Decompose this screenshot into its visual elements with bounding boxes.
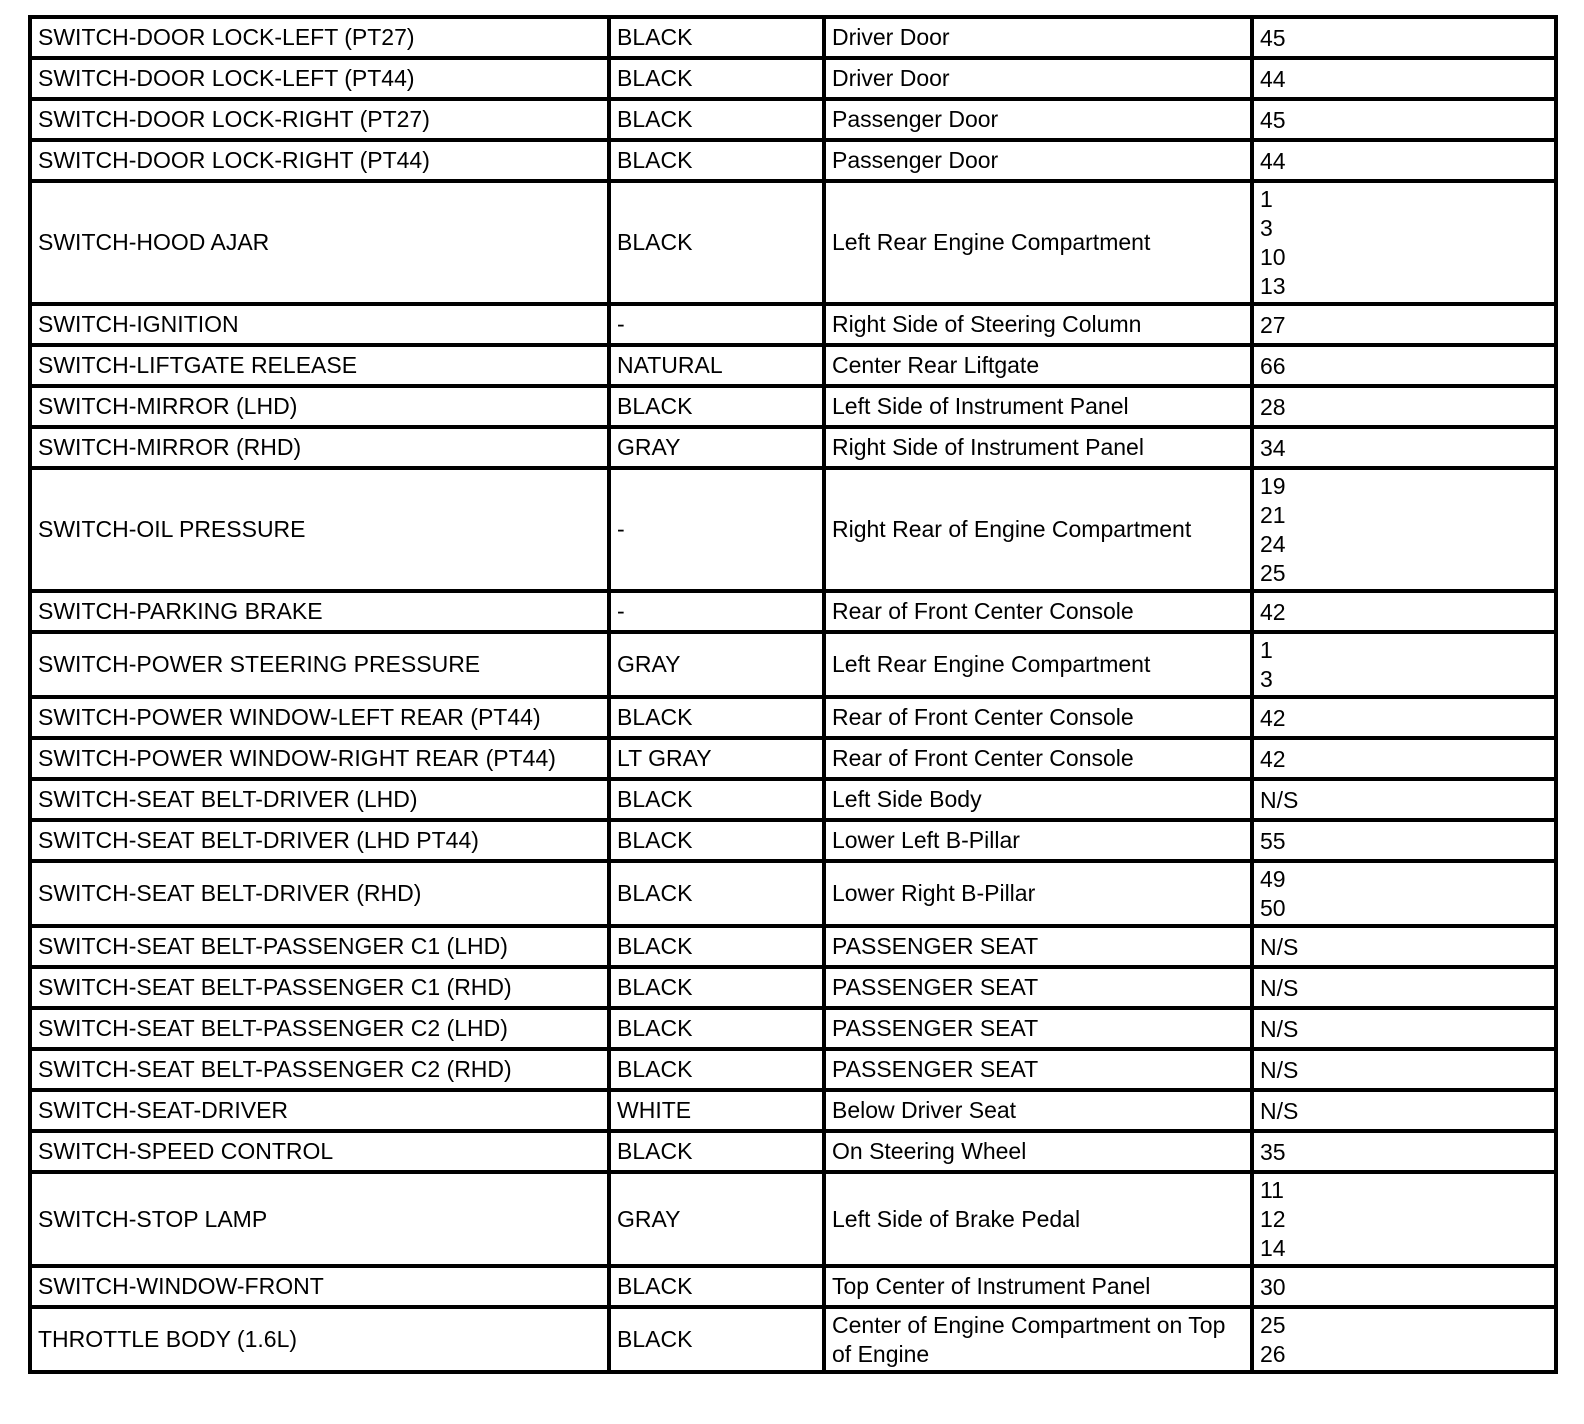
connector-location-cell: Center Rear Liftgate — [824, 345, 1252, 386]
connector-color-cell: - — [609, 591, 824, 632]
table-row — [30, 386, 1556, 427]
connector-color-cell: BLACK — [609, 697, 824, 738]
connector-name-cell: SWITCH-SEAT BELT-PASSENGER C2 (RHD) — [30, 1049, 609, 1090]
page-number: 3 — [1260, 215, 1273, 241]
connector-page-cell — [1252, 1266, 1556, 1307]
page-number: 24 — [1260, 531, 1286, 557]
page-number: 30 — [1260, 1273, 1286, 1300]
connector-page-cell — [1252, 1307, 1556, 1372]
page-number: 28 — [1260, 393, 1286, 420]
connector-name-cell: SWITCH-POWER WINDOW-LEFT REAR (PT44) — [30, 697, 609, 738]
page-number: 42 — [1260, 704, 1286, 731]
connector-color-cell: LT GRAY — [609, 738, 824, 779]
connector-color-cell: BLACK — [609, 140, 824, 181]
connector-color-cell: WHITE — [609, 1090, 824, 1131]
connector-page-cell — [1252, 861, 1556, 926]
connector-page-cell — [1252, 697, 1556, 738]
connector-location-cell: Center of Engine Compartment on Top of Engine — [824, 1307, 1252, 1372]
connector-color-cell: NATURAL — [609, 345, 824, 386]
table-row — [30, 99, 1556, 140]
connector-color-cell: GRAY — [609, 1172, 824, 1266]
table-row — [30, 17, 1556, 58]
connector-name-cell: THROTTLE BODY (1.6L) — [30, 1307, 609, 1372]
connector-color-cell: BLACK — [609, 1008, 824, 1049]
connector-location-cell: On Steering Wheel — [824, 1131, 1252, 1172]
connector-color-cell: BLACK — [609, 1131, 824, 1172]
connector-name-cell: SWITCH-LIFTGATE RELEASE — [30, 345, 609, 386]
connector-page-cell — [1252, 779, 1556, 820]
page-number: 35 — [1260, 1138, 1286, 1165]
connector-location-cell: Right Side of Instrument Panel — [824, 427, 1252, 468]
page-number: 19 — [1260, 473, 1286, 499]
connector-page-cell — [1252, 468, 1556, 591]
table-row — [30, 1172, 1556, 1266]
page-number: 12 — [1260, 1206, 1286, 1232]
connector-name-cell: SWITCH-DOOR LOCK-LEFT (PT27) — [30, 17, 609, 58]
page-number: 14 — [1260, 1235, 1286, 1261]
connector-name-cell: SWITCH-SEAT BELT-DRIVER (LHD) — [30, 779, 609, 820]
connector-location-cell: Passenger Door — [824, 140, 1252, 181]
connector-location-cell: Rear of Front Center Console — [824, 591, 1252, 632]
page-number: N/S — [1260, 786, 1299, 813]
connector-page-cell — [1252, 1172, 1556, 1266]
connector-color-cell: BLACK — [609, 820, 824, 861]
page-number: 26 — [1260, 1341, 1286, 1367]
connector-page-cell — [1252, 181, 1556, 304]
connector-name-cell: SWITCH-IGNITION — [30, 304, 609, 345]
connector-page-cell — [1252, 591, 1556, 632]
page-number: N/S — [1260, 1056, 1299, 1083]
table-row — [30, 779, 1556, 820]
table-row — [30, 304, 1556, 345]
connector-location-cell: Rear of Front Center Console — [824, 697, 1252, 738]
connector-location-cell: PASSENGER SEAT — [824, 967, 1252, 1008]
table-row — [30, 1307, 1556, 1372]
connector-location-cell: Right Rear of Engine Compartment — [824, 468, 1252, 591]
connector-name-cell: SWITCH-OIL PRESSURE — [30, 468, 609, 591]
connector-location-table — [28, 15, 1558, 1374]
page-number: N/S — [1260, 933, 1299, 960]
connector-location-cell: Rear of Front Center Console — [824, 738, 1252, 779]
connector-name-cell: SWITCH-WINDOW-FRONT — [30, 1266, 609, 1307]
connector-location-cell: Lower Left B-Pillar — [824, 820, 1252, 861]
connector-color-cell: BLACK — [609, 926, 824, 967]
connector-color-cell: BLACK — [609, 17, 824, 58]
connector-page-cell — [1252, 58, 1556, 99]
table-row — [30, 861, 1556, 926]
page-number: 1 — [1260, 637, 1273, 663]
page-number: 45 — [1260, 106, 1286, 133]
connector-page-cell — [1252, 738, 1556, 779]
page-number: N/S — [1260, 1015, 1299, 1042]
connector-page-cell — [1252, 926, 1556, 967]
connector-location-cell: Passenger Door — [824, 99, 1252, 140]
table-body — [30, 17, 1556, 1372]
table-row — [30, 345, 1556, 386]
connector-color-cell: BLACK — [609, 779, 824, 820]
page-number: 45 — [1260, 24, 1286, 51]
connector-page-cell — [1252, 345, 1556, 386]
connector-page-cell — [1252, 1131, 1556, 1172]
table-row — [30, 427, 1556, 468]
connector-location-cell: Left Rear Engine Compartment — [824, 181, 1252, 304]
connector-color-cell: BLACK — [609, 58, 824, 99]
page-number: N/S — [1260, 974, 1299, 1001]
connector-page-cell — [1252, 1049, 1556, 1090]
connector-location-cell: PASSENGER SEAT — [824, 1049, 1252, 1090]
connector-color-cell: BLACK — [609, 99, 824, 140]
connector-color-cell: BLACK — [609, 1266, 824, 1307]
table-row — [30, 181, 1556, 304]
connector-location-cell: Driver Door — [824, 17, 1252, 58]
connector-name-cell: SWITCH-SEAT BELT-DRIVER (RHD) — [30, 861, 609, 926]
table-row — [30, 1266, 1556, 1307]
page-number: 27 — [1260, 311, 1286, 338]
connector-location-cell: Driver Door — [824, 58, 1252, 99]
connector-location-cell: Left Side Body — [824, 779, 1252, 820]
table-row — [30, 58, 1556, 99]
connector-page-cell — [1252, 820, 1556, 861]
table-row — [30, 468, 1556, 591]
connector-color-cell: BLACK — [609, 1307, 824, 1372]
connector-page-cell — [1252, 140, 1556, 181]
connector-page-cell — [1252, 427, 1556, 468]
connector-location-cell: Left Rear Engine Compartment — [824, 632, 1252, 697]
connector-name-cell: SWITCH-SEAT BELT-DRIVER (LHD PT44) — [30, 820, 609, 861]
page-number: 44 — [1260, 147, 1286, 174]
connector-page-cell — [1252, 1090, 1556, 1131]
connector-color-cell: - — [609, 468, 824, 591]
connector-color-cell: BLACK — [609, 1049, 824, 1090]
connector-page-cell — [1252, 304, 1556, 345]
connector-location-cell: PASSENGER SEAT — [824, 1008, 1252, 1049]
table-row — [30, 926, 1556, 967]
connector-location-cell: Top Center of Instrument Panel — [824, 1266, 1252, 1307]
connector-color-cell: BLACK — [609, 967, 824, 1008]
table-row — [30, 140, 1556, 181]
table-row — [30, 967, 1556, 1008]
page-number: 49 — [1260, 866, 1286, 892]
connector-name-cell: SWITCH-MIRROR (LHD) — [30, 386, 609, 427]
connector-page-cell — [1252, 1008, 1556, 1049]
page-number: 10 — [1260, 244, 1286, 270]
connector-page-cell — [1252, 967, 1556, 1008]
page-number: 42 — [1260, 745, 1286, 772]
connector-color-cell: BLACK — [609, 181, 824, 304]
table-row — [30, 1131, 1556, 1172]
table-row — [30, 632, 1556, 697]
page-number: 42 — [1260, 598, 1286, 625]
page-number: 50 — [1260, 895, 1286, 921]
connector-name-cell: SWITCH-SEAT BELT-PASSENGER C1 (LHD) — [30, 926, 609, 967]
connector-name-cell: SWITCH-STOP LAMP — [30, 1172, 609, 1266]
page-number: 66 — [1260, 352, 1286, 379]
connector-name-cell: SWITCH-DOOR LOCK-LEFT (PT44) — [30, 58, 609, 99]
page-number: 25 — [1260, 1312, 1286, 1338]
connector-location-cell: Below Driver Seat — [824, 1090, 1252, 1131]
table-row — [30, 820, 1556, 861]
connector-location-cell: Lower Right B-Pillar — [824, 861, 1252, 926]
connector-page-cell — [1252, 386, 1556, 427]
connector-location-cell: Left Side of Brake Pedal — [824, 1172, 1252, 1266]
connector-color-cell: GRAY — [609, 427, 824, 468]
page-number: 25 — [1260, 560, 1286, 586]
connector-location-cell: Right Side of Steering Column — [824, 304, 1252, 345]
connector-color-cell: BLACK — [609, 861, 824, 926]
connector-location-cell: Left Side of Instrument Panel — [824, 386, 1252, 427]
connector-name-cell: SWITCH-POWER STEERING PRESSURE — [30, 632, 609, 697]
connector-color-cell: GRAY — [609, 632, 824, 697]
connector-name-cell: SWITCH-POWER WINDOW-RIGHT REAR (PT44) — [30, 738, 609, 779]
page-number: 1 — [1260, 186, 1273, 212]
table-row — [30, 1049, 1556, 1090]
connector-page-cell — [1252, 17, 1556, 58]
page-number: 11 — [1260, 1177, 1284, 1203]
table-row — [30, 738, 1556, 779]
connector-name-cell: SWITCH-PARKING BRAKE — [30, 591, 609, 632]
page-number: N/S — [1260, 1097, 1299, 1124]
page-number: 34 — [1260, 434, 1286, 461]
connector-name-cell: SWITCH-HOOD AJAR — [30, 181, 609, 304]
page-number: 44 — [1260, 65, 1286, 92]
page-number: 55 — [1260, 827, 1286, 854]
connector-name-cell: SWITCH-SEAT BELT-PASSENGER C1 (RHD) — [30, 967, 609, 1008]
table-row — [30, 591, 1556, 632]
connector-location-cell: PASSENGER SEAT — [824, 926, 1252, 967]
page-number: 13 — [1260, 273, 1286, 299]
connector-name-cell: SWITCH-SEAT BELT-PASSENGER C2 (LHD) — [30, 1008, 609, 1049]
table-row — [30, 1008, 1556, 1049]
table-row — [30, 1090, 1556, 1131]
connector-page-cell — [1252, 99, 1556, 140]
connector-name-cell: SWITCH-MIRROR (RHD) — [30, 427, 609, 468]
connector-page-cell — [1252, 632, 1556, 697]
page-number: 21 — [1260, 502, 1286, 528]
page-number: 3 — [1260, 666, 1273, 692]
connector-name-cell: SWITCH-SEAT-DRIVER — [30, 1090, 609, 1131]
connector-name-cell: SWITCH-DOOR LOCK-RIGHT (PT44) — [30, 140, 609, 181]
connector-color-cell: BLACK — [609, 386, 824, 427]
table-row — [30, 697, 1556, 738]
connector-name-cell: SWITCH-DOOR LOCK-RIGHT (PT27) — [30, 99, 609, 140]
connector-color-cell: - — [609, 304, 824, 345]
connector-name-cell: SWITCH-SPEED CONTROL — [30, 1131, 609, 1172]
